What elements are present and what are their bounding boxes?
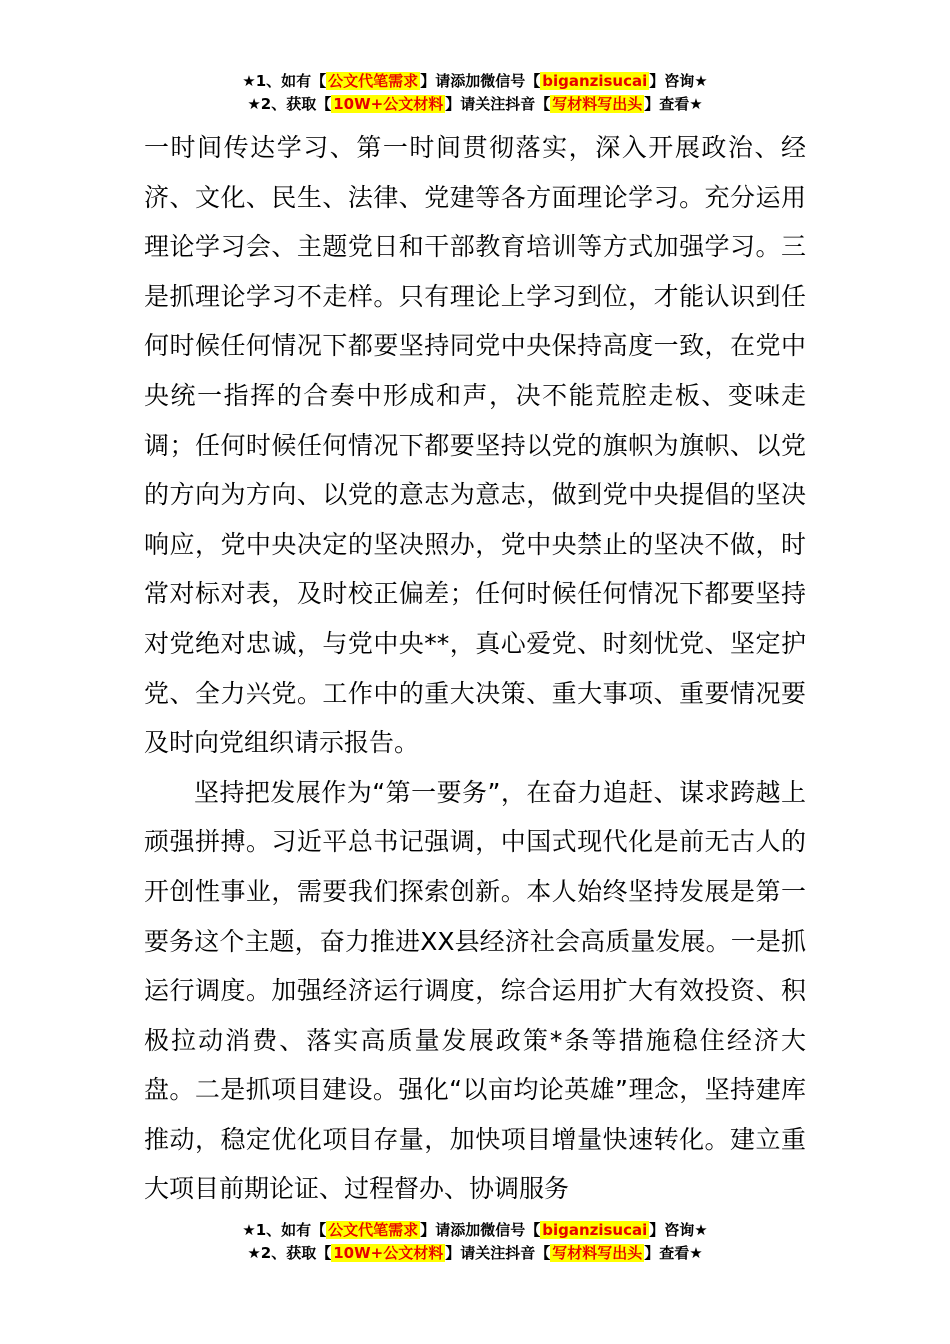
banner-line-2: ★2、获取【 10W+公文材料 】请关注抖音【 写材料写出头 】查看★ [247, 95, 703, 113]
footer-banner [0, 1219, 950, 1265]
highlight-service: 公文代笔需求 [328, 1221, 419, 1239]
highlight-douyin: 写材料写出头 [552, 95, 643, 113]
highlight-materials: 10W+公文材料 [333, 1244, 444, 1262]
document-body [144, 123, 806, 1214]
highlight-douyin: 写材料写出头 [552, 1244, 643, 1262]
highlight-materials: 10W+公文材料 [333, 95, 444, 113]
paragraph-2: 坚持把发展作为“第一要务”，在奋力追赶、谋求跨越上顽强拼搏。习近平总书记强调，中国式现代化是前无古人的开创性事业，需要我们探索创新。本人始终坚持发展是第一要务这个主题，奋力推进XX县经济社会高质量发展。一是抓运行调度。加强经济运行调度，综合运用扩大有效投资、积极拉动消费、落实高质量发展政策*条等措施稳住经济大盘。二是抓项目建设。强化“以亩均论英雄”理念，坚持建库推动，稳定优化项目存量，加快项目增量快速转化。建立重大项目前期论证、过程督办、协调服务 [144, 777, 806, 1204]
banner-line-2: ★2、获取【 10W+公文材料 】请关注抖音【 写材料写出头 】查看★ [247, 1244, 703, 1262]
highlight-service: 公文代笔需求 [328, 72, 419, 90]
highlight-wechat-id: biganzisucai [542, 1221, 648, 1239]
paragraph-1: 一时间传达学习、第一时间贯彻落实，深入开展政治、经济、文化、民生、法律、党建等各方面理论学习。充分运用理论学习会、主题党日和干部教育培训等方式加强学习。三是抓理论学习不走样。只有理论上学习到位，才能认识到任何时候任何情况下都要坚持同党中央保持高度一致，在党中央统一指挥的合奏中形成和声，决不能荒腔走板、变味走调；任何时候任何情况下都要坚持以党的旗帜为旗帜、以党的方向为方向、以党的意志为意志，做到党中央提倡的坚决响应，党中央决定的坚决照办，党中央禁止的坚决不做，时常对标对表，及时校正偏差；任何时候任何情况下都要坚持对党绝对忠诚，与党中央**，真心爱党、时刻忧党、坚定护党、全力兴党。工作中的重大决策、重大事项、重要情况要及时向党组织请示报告。 [144, 133, 806, 758]
banner-line-1: ★1、如有【 公文代笔需求 】请添加微信号【 biganzisucai 】咨询★ [242, 72, 708, 90]
highlight-wechat-id: biganzisucai [542, 72, 648, 90]
header-banner [0, 70, 950, 116]
banner-line-1: ★1、如有【 公文代笔需求 】请添加微信号【 biganzisucai 】咨询★ [242, 1221, 708, 1239]
